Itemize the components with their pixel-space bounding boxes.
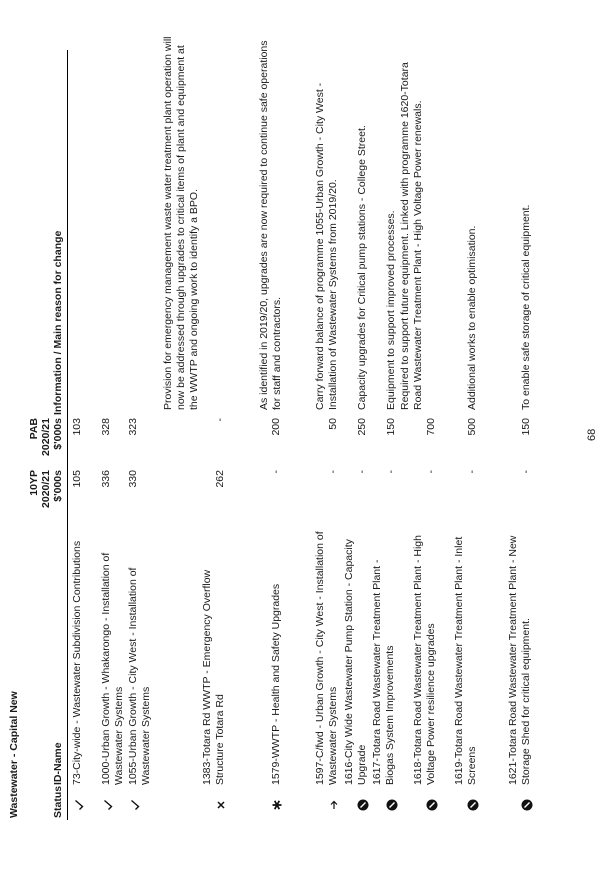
row-10yp-value: - (270, 470, 282, 474)
row-name: 1055-Urban Growth - City West - Installation of Wastewater Systems (127, 567, 152, 785)
row-reason: Carry forward balance of programme 1055-Urban Growth - City West - Installation of Wastewater Systems from 2019/20. (314, 82, 339, 410)
row-reason: Required to support future equipment. Linked with programme 1620-Totara Road Wastewater Treatment Plant - High Voltage Power renewals. (399, 62, 424, 410)
row-pab-value: 150 (385, 418, 397, 436)
header-pab: PAB (28, 418, 40, 440)
row-10yp-value: 262 (214, 470, 226, 488)
row-name: 1383-Totara Rd WWTP - Emergency Overflow Structure Totara Rd (201, 569, 226, 785)
row-10yp-value: - (356, 470, 368, 474)
row-10yp-value: - (327, 470, 339, 474)
check-icon (72, 798, 86, 812)
row-reason: Additional works to enable optimisation. (466, 225, 478, 410)
row-name: 1617-Totara Road Wastewater Treatment Plant - Biogas System Improvements (371, 559, 396, 785)
header-id-name: ID-Name (52, 742, 64, 785)
row-reason: Equipment to support improved processes. (385, 210, 397, 410)
row-name: 1621-Totara Road Wastewater Treatment Plant - New Storage Shed for critical equipment. (507, 535, 532, 785)
new-item-icon (520, 798, 534, 812)
row-pab-value: - (214, 418, 226, 422)
row-pab-value: 700 (425, 418, 437, 436)
header-rule (67, 50, 68, 820)
row-10yp-value: 336 (100, 470, 112, 488)
row-10yp-value: - (425, 470, 437, 474)
row-pab-value: 323 (127, 418, 139, 436)
row-reason: Capacity upgrades for Critical pump stations - College Street. (356, 125, 368, 410)
row-name: 1579-WWTP - Health and Safety Upgrades (270, 583, 282, 785)
header-10yp-unit: $'000s (52, 470, 64, 502)
row-name: 1597-C/fwd - Urban Growth - City West - Installation of Wastewater Systems (314, 531, 339, 785)
row-reason: As identified in 2019/20, upgrades are now required to continue safe operations for staff and contractors. (258, 40, 283, 410)
row-10yp-value: - (466, 470, 478, 474)
row-name: 1618-Totara Road Wastewater Treatment Plant - High Voltage Power resilience upgrades (412, 535, 437, 785)
check-icon (101, 798, 115, 812)
header-10yp: 10YP (28, 470, 40, 496)
new-item-icon (385, 798, 399, 812)
header-reason: Information / Main reason for change (52, 230, 64, 415)
new-item-icon (356, 798, 370, 812)
header-10yp-year: 2020/21 (40, 470, 52, 508)
row-10yp-value: 105 (71, 470, 83, 488)
row-pab-value: 250 (356, 418, 368, 436)
row-reason: To enable safe storage of critical equipment. (520, 204, 532, 410)
row-10yp-value: 330 (127, 470, 139, 488)
row-pab-value: 50 (327, 418, 339, 430)
row-pab-value: 150 (520, 418, 532, 436)
row-10yp-value: - (520, 470, 532, 474)
row-name: 1619-Totara Road Wastewater Treatment Plant - Inlet Screens (453, 536, 478, 785)
new-item-icon (425, 798, 439, 812)
row-reason: Provision for emergency management waste water treatment plant operation will now be addressed through upgrades to critical items of plant and equipment at the WWTP and ongoing work to identify a BPO. (162, 36, 200, 410)
header-pab-unit: $'000s (52, 418, 64, 450)
new-item-icon (466, 798, 480, 812)
check-icon (128, 798, 142, 812)
section-title: Wastewater - Capital New (8, 691, 20, 818)
row-pab-value: 500 (466, 418, 478, 436)
header-pab-year: 2020/21 (40, 418, 52, 456)
row-10yp-value: - (385, 470, 397, 474)
row-pab-value: 200 (270, 418, 282, 436)
cross-icon (214, 798, 228, 812)
row-name: 1000-Urban Growth - Whakarongo - Installation of Wastewater Systems (100, 552, 125, 785)
page-number: 68 (586, 428, 598, 441)
carry-forward-icon (327, 798, 341, 812)
row-name: 73-City-wide - Wastewater Subdivision Contributions (71, 540, 83, 785)
row-pab-value: 328 (100, 418, 112, 436)
row-name: 1616-City Wide Wastewater Pump Station - Capacity Upgrade (343, 539, 368, 785)
asterisk-icon (270, 798, 284, 812)
row-pab-value: 103 (71, 418, 83, 436)
header-status: Status (52, 785, 64, 818)
